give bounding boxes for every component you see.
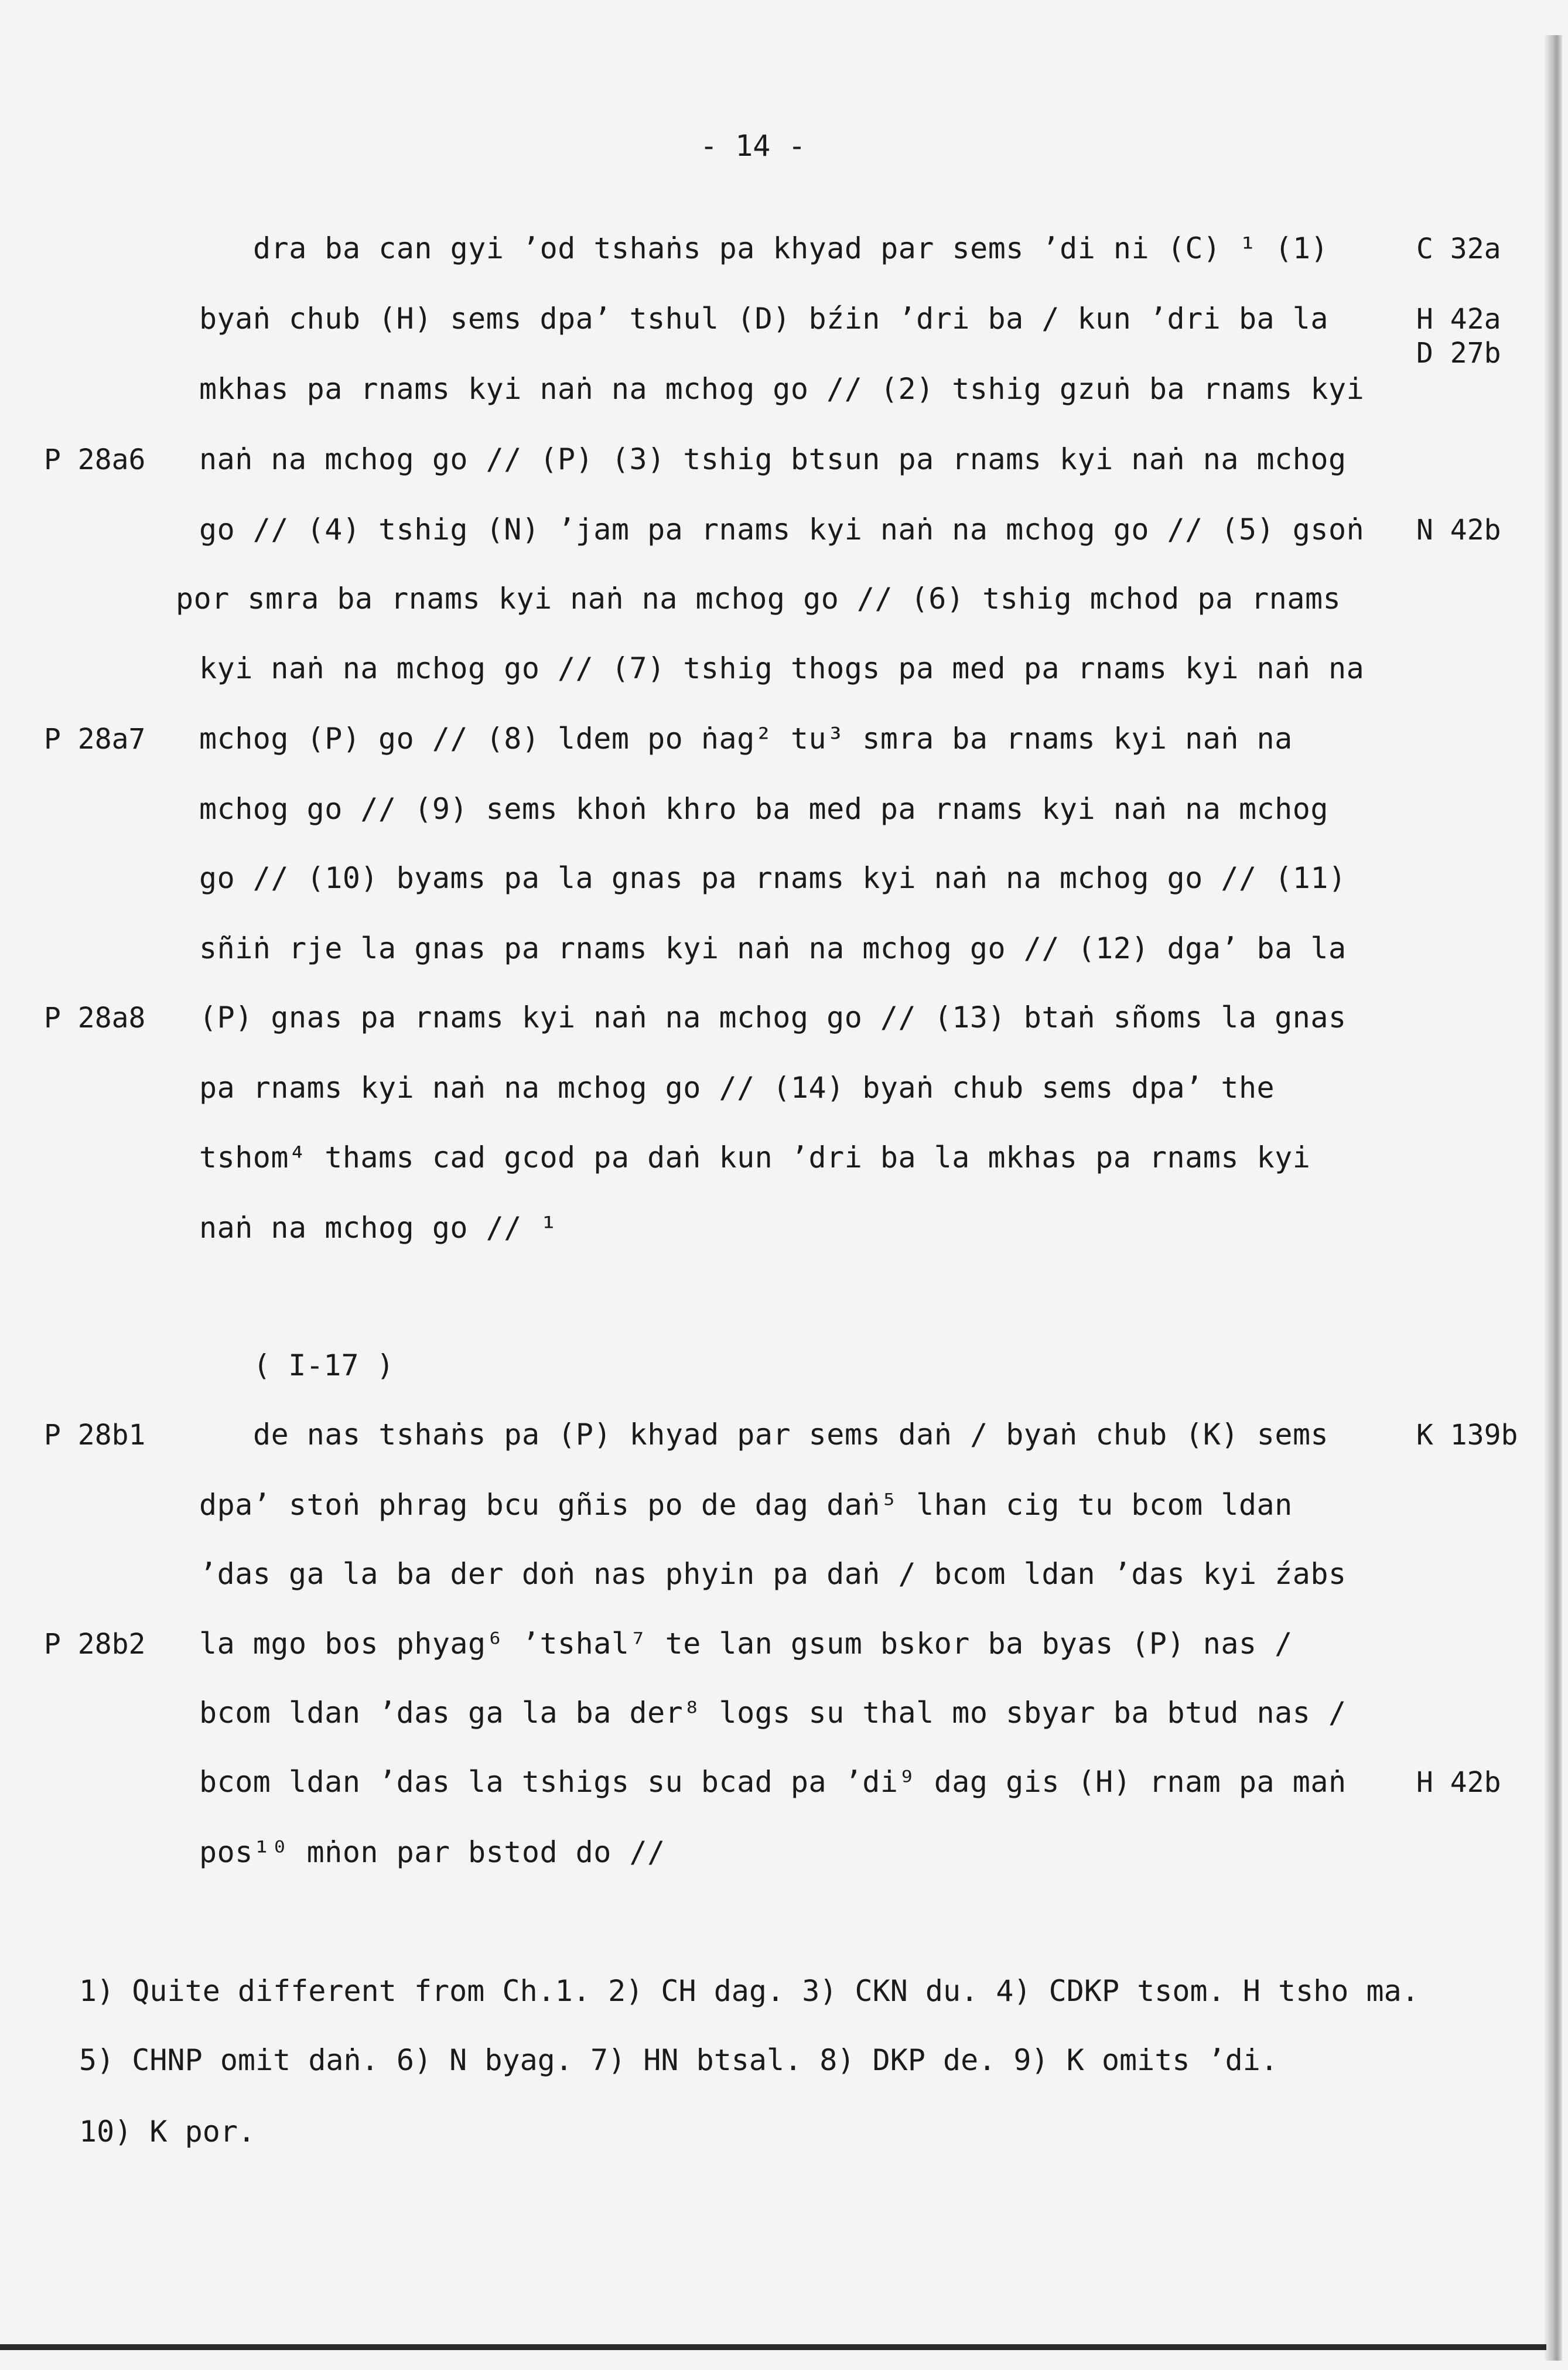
text-line: naṅ na mchog go // ¹	[199, 1211, 558, 1245]
text-line: dra ba can gyi ʼod tshaṅs pa khyad par sems ʼdi ni (C) ¹ (1)	[253, 231, 1329, 265]
text-line: por smra ba rnams kyi naṅ na mchog go // (6) tshig mchod pa rnams	[176, 582, 1341, 616]
text-line: sñiṅ rje la gnas pa rnams kyi naṅ na mchog go // (12) dgaʼ ba la	[199, 931, 1347, 965]
edition-reference: H 42a	[1416, 303, 1501, 336]
text-line: kyi naṅ na mchog go // (7) tshig thogs pa med pa rnams kyi naṅ na	[199, 651, 1365, 685]
text-line: naṅ na mchog go // (P) (3) tshig btsun pa rnams kyi naṅ na mchog	[199, 442, 1347, 476]
text-line: mchog (P) go // (8) ldem po ṅag² tu³ smra ba rnams kyi naṅ na	[199, 722, 1293, 756]
text-line: go // (10) byams pa la gnas pa rnams kyi naṅ na mchog go // (11)	[199, 861, 1347, 895]
text-line: (P) gnas pa rnams kyi naṅ na mchog go // (13) btaṅ sñoms la gnas	[199, 1000, 1347, 1034]
folio-reference: P 28b2	[44, 1628, 146, 1661]
page-edge-shadow	[1545, 35, 1562, 2361]
edition-reference: K 139b	[1416, 1419, 1518, 1452]
folio-reference: P 28a6	[44, 443, 146, 476]
text-line: tshom⁴ thams cad gcod pa daṅ kun ʼdri ba la mkhas pa rnams kyi	[199, 1140, 1311, 1174]
text-line: la mgo bos phyag⁶ ʼtshal⁷ te lan gsum bskor ba byas (P) nas /	[199, 1627, 1293, 1661]
text-line: go // (4) tshig (N) ʼjam pa rnams kyi naṅ na mchog go // (5) gsoṅ	[199, 513, 1365, 547]
edition-reference: D 27b	[1416, 337, 1501, 370]
text-line: dpaʼ stoṅ phrag bcu gñis po de dag daṅ⁵ lhan cig tu bcom ldan	[199, 1488, 1293, 1522]
footnote-line: 1) Quite different from Ch.1. 2) CH dag. 3) CKN du. 4) CDKP tsom. H tsho ma.	[79, 1974, 1419, 2008]
section-heading: ( I-17 )	[253, 1348, 394, 1382]
text-line: byaṅ chub (H) sems dpaʼ tshul (D) bźin ʼdri ba / kun ʼdri ba la	[199, 302, 1328, 336]
edition-reference: N 42b	[1416, 514, 1501, 547]
text-line: pos¹⁰ mṅon par bstod do //	[199, 1835, 665, 1869]
edition-reference: C 32a	[1416, 233, 1501, 265]
text-line: ʼdas ga la ba der doṅ nas phyin pa daṅ / bcom ldan ʼdas kyi źabs	[199, 1557, 1347, 1591]
text-line: pa rnams kyi naṅ na mchog go // (14) byaṅ chub sems dpaʼ the	[199, 1071, 1275, 1105]
text-line: de nas tshaṅs pa (P) khyad par sems daṅ / byaṅ chub (K) sems	[253, 1418, 1329, 1452]
folio-reference: P 28b1	[44, 1419, 146, 1452]
page-number: - 14 -	[700, 129, 806, 163]
footnote-line: 10) K por.	[79, 2115, 256, 2149]
text-line: mkhas pa rnams kyi naṅ na mchog go // (2) tshig gzuṅ ba rnams kyi	[199, 372, 1365, 406]
edition-reference: H 42b	[1416, 1766, 1501, 1799]
footnote-line: 5) CHNP omit daṅ. 6) N byag. 7) HN btsal. 8) DKP de. 9) K omits ʼdi.	[79, 2043, 1278, 2077]
text-line: bcom ldan ʼdas ga la ba der⁸ logs su thal mo sbyar ba btud nas /	[199, 1696, 1347, 1730]
bottom-rule	[0, 2344, 1546, 2350]
text-line: mchog go // (9) sems khoṅ khro ba med pa rnams kyi naṅ na mchog	[199, 792, 1328, 826]
text-line: bcom ldan ʼdas la tshigs su bcad pa ʼdi⁹ dag gis (H) rnam pa maṅ	[199, 1765, 1347, 1799]
folio-reference: P 28a8	[44, 1002, 146, 1034]
folio-reference: P 28a7	[44, 723, 146, 756]
